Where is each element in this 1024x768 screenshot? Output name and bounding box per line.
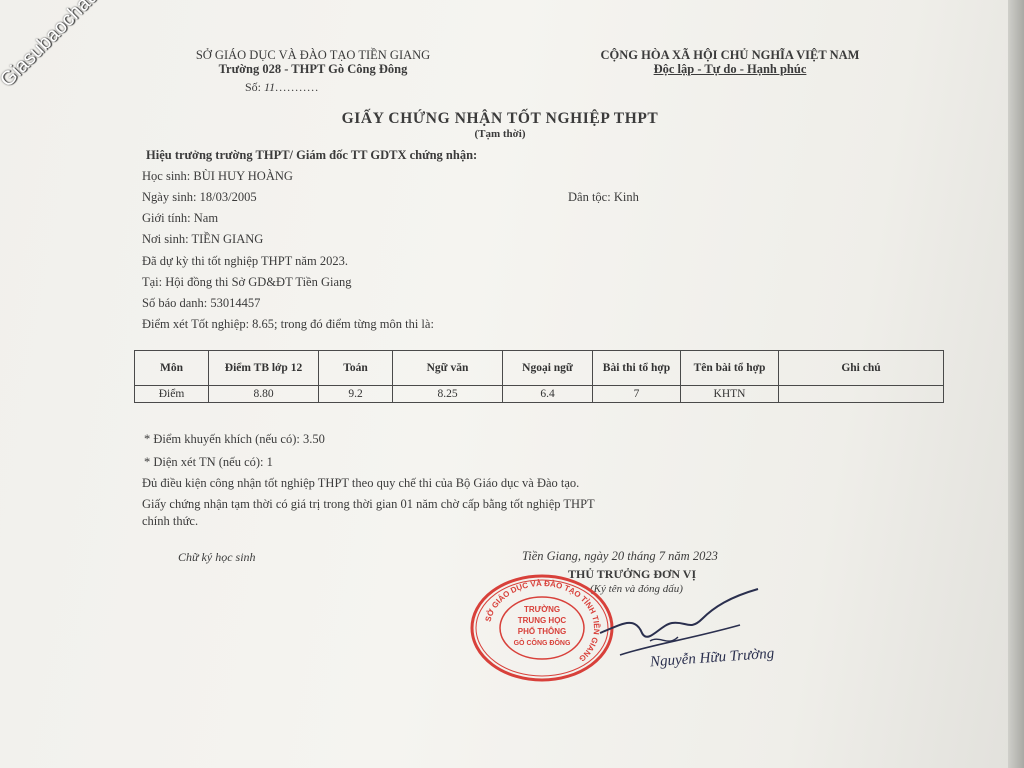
table-cell: Điểm: [135, 386, 209, 403]
ethnicity: Dân tộc: Kinh: [568, 190, 639, 204]
document-number-label: Số:: [245, 80, 262, 94]
score-table: [134, 350, 944, 403]
table-header-cell: Tên bài tổ hợp: [681, 351, 779, 386]
gender: Giới tính: Nam: [142, 211, 219, 225]
national-header: [520, 48, 940, 76]
bonus-points: * Điểm khuyến khích (nếu có): 3.50: [144, 432, 325, 446]
national-name: CỘNG HÒA XÃ HỘI CHỦ NGHĨA VIỆT NAM: [600, 48, 860, 62]
issue-date: Tiền Giang, ngày 20 tháng 7 năm 2023: [522, 549, 718, 563]
exam-venue: Tại: Hội đồng thi Sở GD&ĐT Tiền Giang: [142, 275, 352, 289]
stamp-center-line: TRUNG HỌC: [517, 616, 567, 625]
table-cell: 8.80: [209, 386, 319, 403]
stamp-ring-text: SỞ GIÁO DỤC VÀ ĐÀO TẠO TỈNH TIỀN GIANG: [483, 578, 602, 664]
certify-line: Hiệu trưởng trường THPT/ Giám đốc TT GDTX chứng nhận:: [146, 148, 478, 162]
exam-year: Đã dự kỳ thi tốt nghiệp THPT năm 2023.: [142, 254, 348, 268]
date-of-birth: Ngày sinh: 18/03/2005: [142, 190, 257, 204]
document-number-value: 11: [264, 80, 276, 94]
table-cell: 8.25: [393, 386, 503, 403]
stamp-center-line: GÒ CÔNG ĐÔNG: [513, 640, 571, 647]
table-header-cell: Ghi chú: [779, 351, 944, 386]
issuer-school: Trường 028 - THPT Gò Công Đông: [218, 62, 408, 76]
certificate-title: GIẤY CHỨNG NHẬN TỐT NGHIỆP THPT: [341, 110, 659, 127]
issuer-department: SỞ GIÁO DỤC VÀ ĐÀO TẠO TIỀN GIANG: [195, 48, 431, 62]
candidate-number: Số báo danh: 53014457: [142, 296, 261, 310]
document-number: [245, 80, 319, 95]
table-header-cell: Môn: [135, 351, 209, 386]
student-name: Học sinh: BÙI HUY HOÀNG: [142, 169, 293, 183]
table-header-cell: Điểm TB lớp 12: [209, 351, 319, 386]
table-row: [135, 386, 944, 403]
validity-statement-1: Giấy chứng nhận tạm thời có giá trị trong thời gian 01 năm chờ cấp bằng tốt nghiệp THPT: [142, 497, 595, 511]
table-cell: 6.4: [503, 386, 593, 403]
student-signature-label: Chữ ký học sinh: [178, 550, 256, 564]
table-cell: KHTN: [681, 386, 779, 403]
national-motto: Độc lập - Tự do - Hạnh phúc: [653, 62, 807, 76]
table-cell: 9.2: [319, 386, 393, 403]
issuer-header: [118, 48, 508, 76]
score-intro: Điểm xét Tốt nghiệp: 8.65; trong đó điểm từng môn thi là:: [142, 317, 434, 331]
signer-name: Nguyễn Hữu Trường: [649, 645, 775, 671]
priority-category: * Diện xét TN (nếu có): 1: [144, 455, 273, 469]
unit-head-title: THỦ TRƯỞNG ĐƠN VỊ: [568, 567, 697, 581]
table-header-cell: Toán: [319, 351, 393, 386]
validity-statement-2: chính thức.: [142, 514, 199, 528]
qualification-statement: Đủ điều kiện công nhận tốt nghiệp THPT theo quy chế thi của Bộ Giáo dục và Đào tạo.: [142, 476, 580, 490]
table-header-cell: Ngoại ngữ: [503, 351, 593, 386]
table-header-row: [135, 351, 944, 386]
sign-and-seal-note: (Ký tên và đóng dấu): [590, 583, 683, 595]
birthplace: Nơi sinh: TIỀN GIANG: [142, 232, 264, 246]
table-header-cell: Ngữ văn: [393, 351, 503, 386]
paper-edge-shadow: [1008, 0, 1024, 768]
stamp-center-line: PHỔ THÔNG: [517, 627, 567, 636]
table-header-cell: Bài thi tổ hợp: [593, 351, 681, 386]
table-cell: 7: [593, 386, 681, 403]
stamp-center-line: TRƯỜNG: [523, 605, 561, 614]
certificate-subtitle: (Tạm thời): [474, 128, 526, 140]
document-number-dots: ...........: [275, 80, 320, 94]
table-cell: [779, 386, 944, 403]
